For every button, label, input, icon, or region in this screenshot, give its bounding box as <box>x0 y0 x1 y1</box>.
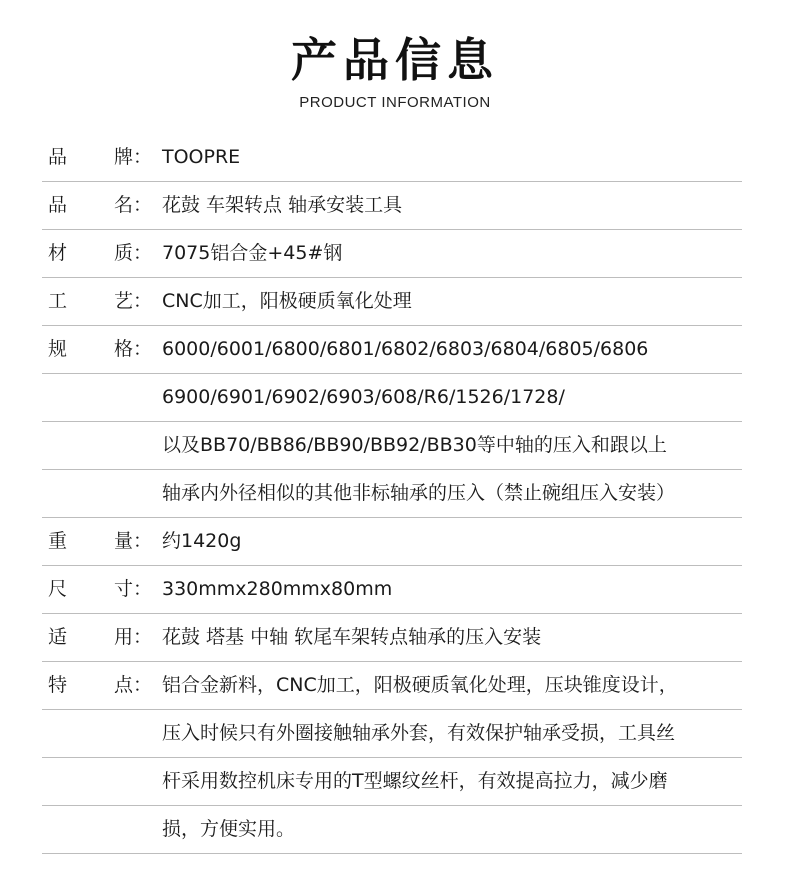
page-title: 产品信息 <box>291 33 499 87</box>
spec-row-specs-continued <box>42 470 742 518</box>
spec-label-char: 用： <box>114 626 153 648</box>
spec-label-char: 工 <box>48 290 68 312</box>
spec-row-features-continued <box>42 806 742 854</box>
spec-value: 损，方便实用。 <box>162 818 296 840</box>
spec-label-char: 材 <box>48 242 68 264</box>
spec-value: 杆采用数控机床专用的T型螺纹丝杆，有效提高拉力，减少磨 <box>162 770 668 792</box>
spec-label-char: 重 <box>48 530 68 552</box>
spec-row-material <box>42 230 742 278</box>
spec-label-char: 格： <box>114 338 153 360</box>
spec-label-char: 寸： <box>114 578 153 600</box>
spec-value: 6000/6001/6800/6801/6802/6803/6804/6805/6806 <box>162 338 649 360</box>
spec-value: 压入时候只有外圈接触轴承外套，有效保护轴承受损，工具丝 <box>162 722 676 744</box>
spec-row-name <box>42 182 742 230</box>
spec-value: 约1420g <box>162 530 242 552</box>
spec-row-features-continued <box>42 710 742 758</box>
spec-value: 铝合金新料，CNC加工，阳极硬质氧化处理，压块锥度设计， <box>162 674 678 696</box>
spec-row-specs-continued <box>42 374 742 422</box>
spec-value: CNC加工，阳极硬质氧化处理 <box>162 290 412 312</box>
spec-value: TOOPRE <box>162 146 241 168</box>
spec-row-brand <box>42 134 742 182</box>
spec-label-char: 名： <box>114 194 153 216</box>
spec-label-char: 点： <box>114 674 153 696</box>
spec-label-char: 量： <box>114 530 153 552</box>
spec-row-process <box>42 278 742 326</box>
spec-value: 花鼓 塔基 中轴 软尾车架转点轴承的压入安装 <box>162 626 542 648</box>
spec-label-char: 适 <box>48 626 68 648</box>
spec-value: 330mmx280mmx80mm <box>162 578 393 600</box>
spec-row-specs-continued <box>42 422 742 470</box>
spec-value: 以及BB70/BB86/BB90/BB92/BB30等中轴的压入和跟以上 <box>162 434 667 456</box>
spec-value: 轴承内外径相似的其他非标轴承的压入（禁止碗组压入安装） <box>162 482 676 504</box>
spec-label-char: 品 <box>48 146 68 168</box>
spec-label-char: 质： <box>114 242 153 264</box>
page-subtitle: PRODUCT INFORMATION <box>299 94 491 111</box>
spec-row-specs <box>42 326 742 374</box>
spec-value: 花鼓 车架转点 轴承安装工具 <box>162 194 403 216</box>
spec-row-application <box>42 614 742 662</box>
spec-label-char: 特 <box>48 674 68 696</box>
page-header <box>0 30 790 111</box>
spec-row-features-continued <box>42 758 742 806</box>
spec-row-features <box>42 662 742 710</box>
spec-value: 6900/6901/6902/6903/608/R6/1526/1728/ <box>162 386 565 408</box>
spec-row-size <box>42 566 742 614</box>
product-info-table <box>42 134 742 854</box>
spec-value: 7075铝合金+45#钢 <box>162 242 343 264</box>
spec-label-char: 尺 <box>48 578 68 600</box>
spec-label-char: 牌： <box>114 146 153 168</box>
spec-label-char: 艺： <box>114 290 153 312</box>
spec-label-char: 规 <box>48 338 68 360</box>
spec-label-char: 品 <box>48 194 68 216</box>
spec-row-weight <box>42 518 742 566</box>
